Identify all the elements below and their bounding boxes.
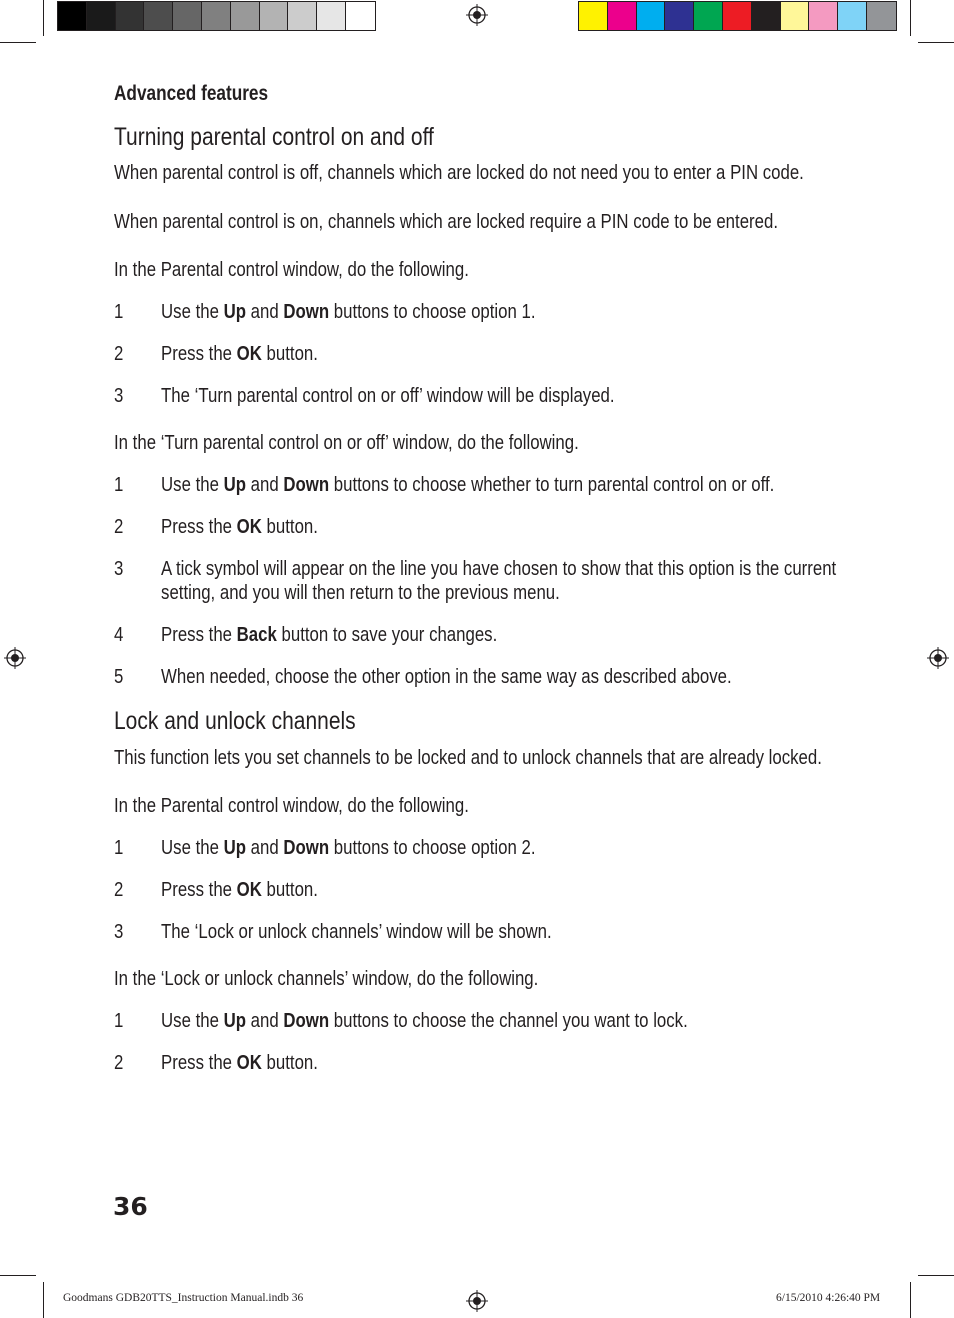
section-label: Advanced features [114,82,269,105]
steps-list [114,1009,844,1075]
crop-mark [0,42,36,43]
step-number: 5 [114,666,124,688]
step-number: 2 [114,516,124,538]
list-item [114,515,845,539]
registration-mark-icon [927,647,949,669]
step-text-part: Use the [161,1010,224,1032]
color-swatch [694,2,723,30]
list-item [114,878,845,902]
crop-mark [910,0,911,36]
color-swatch [809,2,838,30]
step-number: 1 [114,474,124,496]
step-text-part: Press the [161,624,237,646]
list-item [114,473,845,497]
step-text-part: button. [261,343,318,365]
step-number: 1 [114,301,124,323]
page-content [114,80,844,1075]
step-text [161,665,845,689]
grayscale-bar [57,1,376,31]
step-text-part: A tick symbol will appear on the line you have chosen to show that this option is the current setting, and you will then return to the previous menu. [161,558,837,604]
color-swatch [58,2,87,30]
crop-mark [918,42,954,43]
list-item [114,342,845,366]
step-text-part: Press the [161,1052,237,1074]
list-item [114,300,845,324]
button-name: Up [223,301,247,323]
step-text-part: Press the [161,516,237,538]
color-swatch [87,2,116,30]
step-number: 2 [114,343,124,365]
step-text-part: button to save your changes. [276,624,498,646]
page-number: 36 [113,1192,148,1221]
crop-mark [0,1275,36,1276]
list-item [114,1009,845,1033]
step-text-part: button. [261,1052,318,1074]
crop-mark [918,1275,954,1276]
paragraph: In the ‘Turn parental control on or off’ window, do the following. [114,432,579,454]
step-text [161,1051,845,1075]
step-text [161,878,845,902]
button-name: Up [223,1010,247,1032]
color-swatch [752,2,781,30]
step-text-part: When needed, choose the other option in the same way as described above. [161,666,732,688]
step-number: 2 [114,1052,124,1074]
color-swatch [665,2,694,30]
paragraph: When parental control is on, channels which are locked require a PIN code to be entered. [114,211,778,233]
button-name: OK [236,516,262,538]
step-text [161,836,845,860]
paragraph: This function lets you set channels to be locked and to unlock channels that are already locked. [114,747,822,769]
crop-mark [910,1282,911,1318]
color-swatch [144,2,173,30]
button-name: Down [283,1010,330,1032]
step-text [161,473,845,497]
step-text-part: Use the [161,301,224,323]
footer-timestamp: 6/15/2010 4:26:40 PM [776,1292,881,1304]
button-name: OK [236,343,262,365]
color-swatch [231,2,260,30]
list-item [114,557,845,605]
step-text-part: buttons to choose option 2. [329,837,536,859]
color-swatch [723,2,752,30]
step-text-part: buttons to choose whether to turn parental control on or off. [329,474,775,496]
step-text-part: and [246,837,284,859]
step-text [161,515,845,539]
color-swatch [781,2,810,30]
step-number: 3 [114,558,124,580]
button-name: Down [283,837,330,859]
list-item [114,920,845,944]
step-text [161,384,845,408]
step-number: 1 [114,837,124,859]
step-text [161,300,845,324]
list-item [114,836,845,860]
color-swatch [608,2,637,30]
color-swatch [202,2,231,30]
paragraph: When parental control is off, channels which are locked do not need you to enter a PIN code. [114,162,804,184]
step-text-part: Press the [161,879,237,901]
crop-mark [43,0,44,36]
step-number: 3 [114,385,124,407]
paragraph: In the ‘Lock or unlock channels’ window, do the following. [114,968,539,990]
color-bar [578,1,897,31]
crop-mark [43,1282,44,1318]
steps-list [114,300,844,408]
paragraph: In the Parental control window, do the following. [114,259,469,281]
registration-mark-icon [466,1290,488,1312]
button-name: Down [283,301,330,323]
step-number: 2 [114,879,124,901]
heading-lock-channels: Lock and unlock channels [114,707,356,735]
color-swatch [579,2,608,30]
step-text-part: Press the [161,343,237,365]
step-text [161,342,845,366]
button-name: OK [236,1052,262,1074]
step-text [161,1009,845,1033]
color-swatch [317,2,346,30]
step-text-part: The ‘Lock or unlock channels’ window will be shown. [161,921,552,943]
step-text-part: button. [261,879,318,901]
step-text-part: and [246,301,284,323]
steps-list [114,473,844,689]
step-text [161,623,845,647]
step-text-part: Use the [161,474,224,496]
list-item [114,665,845,689]
step-number: 1 [114,1010,124,1032]
registration-mark-icon [4,647,26,669]
step-text-part: and [246,474,284,496]
color-swatch [637,2,666,30]
step-text-part: Use the [161,837,224,859]
color-swatch [346,2,375,30]
step-number: 4 [114,624,124,646]
button-name: Back [236,624,277,646]
button-name: Up [223,474,247,496]
heading-parental-control: Turning parental control on and off [114,123,434,151]
color-swatch [867,2,896,30]
footer-filename: Goodmans GDB20TTS_Instruction Manual.indb 36 [63,1292,304,1304]
step-text-part: buttons to choose the channel you want to lock. [329,1010,688,1032]
button-name: Down [283,474,330,496]
color-swatch [260,2,289,30]
steps-list [114,836,844,944]
step-number: 3 [114,921,124,943]
registration-mark-icon [466,4,488,26]
step-text-part: The ‘Turn parental control on or off’ window will be displayed. [161,385,615,407]
step-text [161,557,845,605]
button-name: OK [236,879,262,901]
color-swatch [173,2,202,30]
step-text [161,920,845,944]
list-item [114,623,845,647]
step-text-part: buttons to choose option 1. [329,301,536,323]
color-swatch [288,2,317,30]
list-item [114,384,845,408]
color-swatch [116,2,145,30]
color-swatch [838,2,867,30]
step-text-part: button. [261,516,318,538]
list-item [114,1051,845,1075]
step-text-part: and [246,1010,284,1032]
paragraph: In the Parental control window, do the following. [114,795,469,817]
button-name: Up [223,837,247,859]
